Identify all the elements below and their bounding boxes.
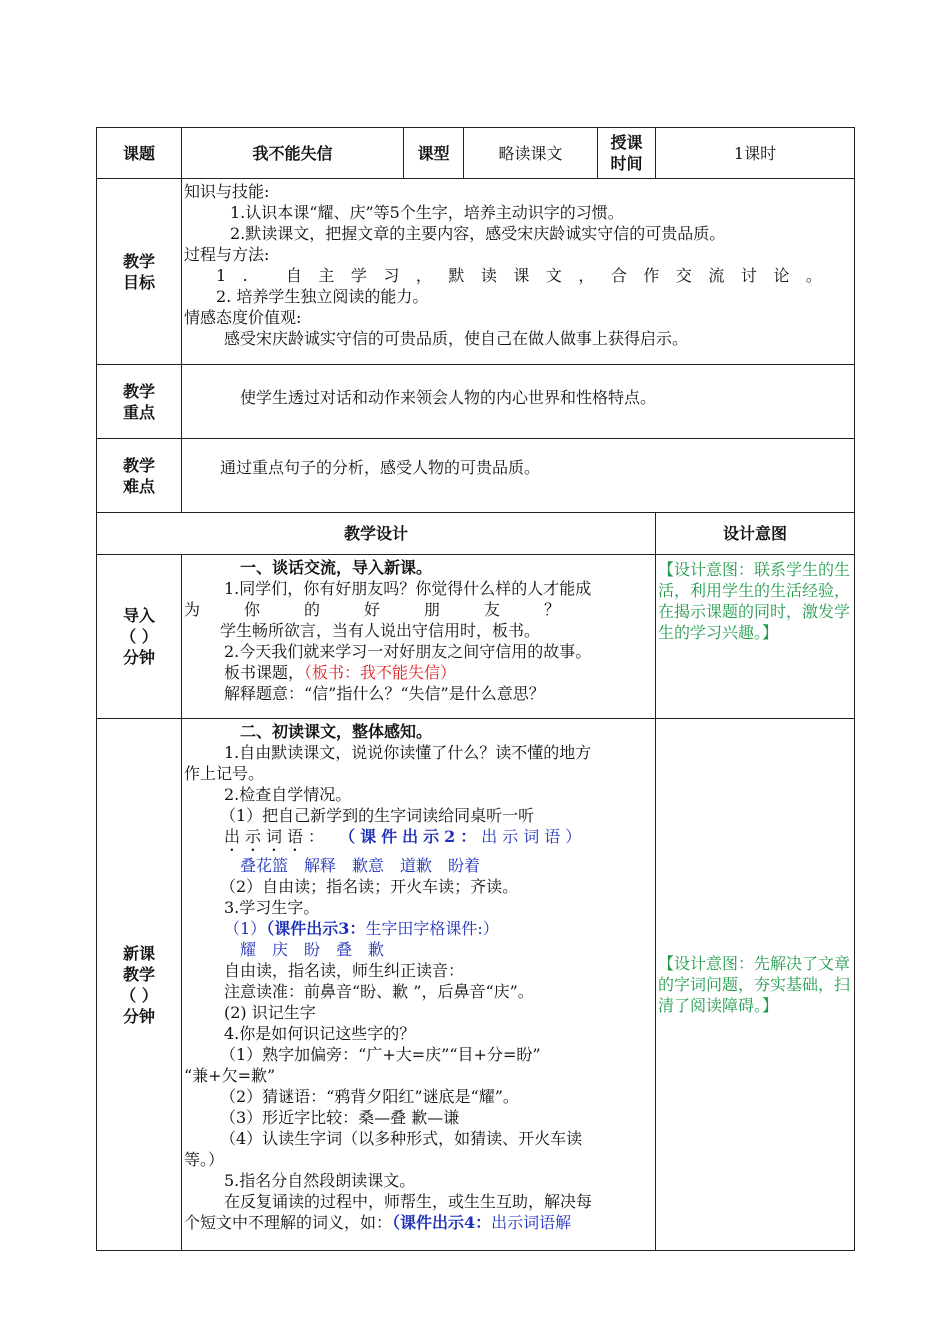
process-item-1: 1. 自主学习，默读课文，合作交流讨论。 — [216, 266, 839, 285]
newlesson-line-12: 注意读准：前鼻音“盼、歉 ”，后鼻音“庆”。 — [224, 982, 534, 1001]
goals-row — [97, 179, 855, 365]
process-title: 过程与方法: — [184, 245, 270, 264]
newlesson-line-4: （1）把自己新学到的生字词读给同桌听一听 — [220, 806, 535, 825]
lesson-plan-table — [96, 127, 855, 1251]
knowledge-item-1: 1.认识本课“耀、庆”等5个生字，培养主动识字的习惯。 — [230, 203, 624, 222]
newlesson-line-2: 作上记号。 — [184, 764, 265, 783]
goals-content — [182, 179, 855, 365]
newlesson-line-17: （2）猜谜语：“鸦背夕阳红”谜底是“耀”。 — [220, 1087, 519, 1106]
new-characters: 耀 庆 盼 叠 歉 — [240, 940, 385, 959]
intro-title: 一、谈话交流，导入新课。 — [240, 558, 433, 577]
topic-label: 课题 — [97, 128, 182, 179]
newlesson-content — [182, 719, 656, 1251]
newlesson-label — [97, 719, 182, 1251]
intro-line-4: 2.今天我们就来学习一对好朋友之间守信用的故事。 — [224, 642, 592, 661]
courseware-3-text: 生字田字格课件:） — [365, 919, 499, 938]
intro-intent: 【设计意图：联系学生的生活，利用学生的生活经验，在揭示课题的同时，激发学生的学习兴趣。】 — [656, 555, 855, 719]
difficulty-label — [97, 439, 182, 513]
newlesson-line-7: （2）自由读；指名读；开火车读；齐读。 — [220, 877, 519, 896]
design-header-row — [97, 513, 855, 555]
newlesson-line-23 — [184, 1212, 653, 1233]
header-row — [97, 128, 855, 179]
emotion-title: 情感态度价值观: — [184, 308, 302, 327]
newlesson-line-19: （4）认读生字词（以多种形式，如猜读、开火车读 — [220, 1129, 583, 1148]
intro-line-5a: 板书课题， — [224, 663, 305, 682]
type-label: 课型 — [404, 128, 464, 179]
courseware-4: （课件出示4： — [392, 1213, 492, 1232]
courseware-4-text: 出示词语解 — [491, 1213, 572, 1232]
intro-line-5 — [184, 662, 653, 683]
newlesson-line-11: 自由读，指名读，师生纠正读音： — [224, 961, 465, 980]
time-label — [598, 128, 656, 179]
keypoints-text: 使学生透过对话和动作来领会人物的内心世界和性格特点。 — [182, 365, 855, 439]
newlesson-line-8: 3.学习生字。 — [224, 898, 320, 917]
topic-value: 我不能失信 — [182, 128, 404, 179]
newlesson-label-text: 新课教学（ ）分钟 — [120, 943, 158, 1026]
newlesson-title: 二、初读课文，整体感知。 — [240, 722, 433, 741]
newlesson-line-1: 1.自由默读课文，说说你读懂了什么？读不懂的地方 — [224, 743, 592, 762]
keypoints-label-text: 教学重点 — [122, 381, 155, 422]
difficulty-text: 通过重点句子的分析，感受人物的可贵品质。 — [182, 439, 855, 513]
newlesson-line-18: （3）形近字比较：桑—叠 歉—谦 — [220, 1108, 460, 1127]
design-header-right: 设计意图 — [656, 513, 855, 555]
difficulty-row — [97, 439, 855, 513]
newlesson-line-3: 2.检查自学情况。 — [224, 785, 352, 804]
newlesson-line-22: 在反复诵读的过程中，师帮生，或生生互助，解决每 — [224, 1192, 593, 1211]
newlesson-line-15: （1）熟字加偏旁：“广+大=庆”“目+分=盼” — [220, 1045, 541, 1064]
difficulty-label-text: 教学难点 — [122, 455, 155, 496]
intro-line-6: 解释题意：“信”指什么？“失信”是什么意思？ — [224, 684, 545, 703]
intro-content — [182, 555, 656, 719]
intro-line-1: 1.同学们，你有好朋友吗？你觉得什么样的人才能成 — [224, 579, 592, 598]
design-header-left: 教学设计 — [97, 513, 656, 555]
intro-label-text: 导入（ ）分钟 — [120, 606, 158, 667]
newlesson-line-9 — [184, 918, 653, 939]
time-value: 1课时 — [656, 128, 855, 179]
knowledge-title: 知识与技能: — [184, 182, 270, 201]
newlesson-line-9a: （1） — [224, 919, 267, 938]
newlesson-line-5 — [184, 826, 653, 855]
process-item-2: 2. 培养学生独立阅读的能力。 — [216, 287, 429, 306]
keypoints-row — [97, 365, 855, 439]
newlesson-line-23a: 个短文中不理解的词义，如： — [184, 1213, 393, 1232]
courseware-2: （课件出示2： — [339, 827, 482, 846]
newlesson-line-14: 4.你是如何识记这些字的？ — [224, 1024, 416, 1043]
intro-row — [97, 555, 855, 719]
intro-label — [97, 555, 182, 719]
newlesson-line-20: 等。） — [184, 1150, 225, 1169]
newlesson-line-13: (2) 识记生字 — [224, 1003, 316, 1022]
courseware-3: （课件出示3： — [266, 919, 366, 938]
newlesson-intent: 【设计意图：先解决了文章的字词问题，夯实基础，扫清了阅读障碍。】 — [656, 719, 855, 1251]
type-value: 略读课文 — [464, 128, 598, 179]
courseware-2-text: 出示词语） — [481, 827, 587, 846]
newlesson-line-5a: 出示词语： — [224, 827, 330, 846]
goals-label-text: 教学目标 — [122, 251, 155, 292]
knowledge-item-2: 2.默读课文，把握文章的主要内容，感受宋庆龄诚实守信的可贵品质。 — [230, 224, 726, 243]
intro-line-2: 为你的好朋友？ — [184, 600, 605, 619]
vocab-words: 叠花篮 解释 歉意 道歉 盼着 — [240, 856, 481, 875]
time-label-text: 授课时间 — [610, 133, 643, 173]
goals-label — [97, 179, 182, 365]
keypoints-label — [97, 365, 182, 439]
newlesson-row — [97, 719, 855, 1251]
emotion-item-1: 感受宋庆龄诚实守信的可贵品质，使自己在做人做事上获得启示。 — [224, 329, 689, 348]
newlesson-line-16: “兼+欠=歉” — [184, 1066, 276, 1085]
newlesson-line-21: 5.指名分自然段朗读课文。 — [224, 1171, 416, 1190]
intro-line-3: 学生畅所欲言，当有人说出守信用时，板书。 — [220, 621, 541, 640]
board-writing: （板书：我不能失信） — [304, 663, 457, 682]
